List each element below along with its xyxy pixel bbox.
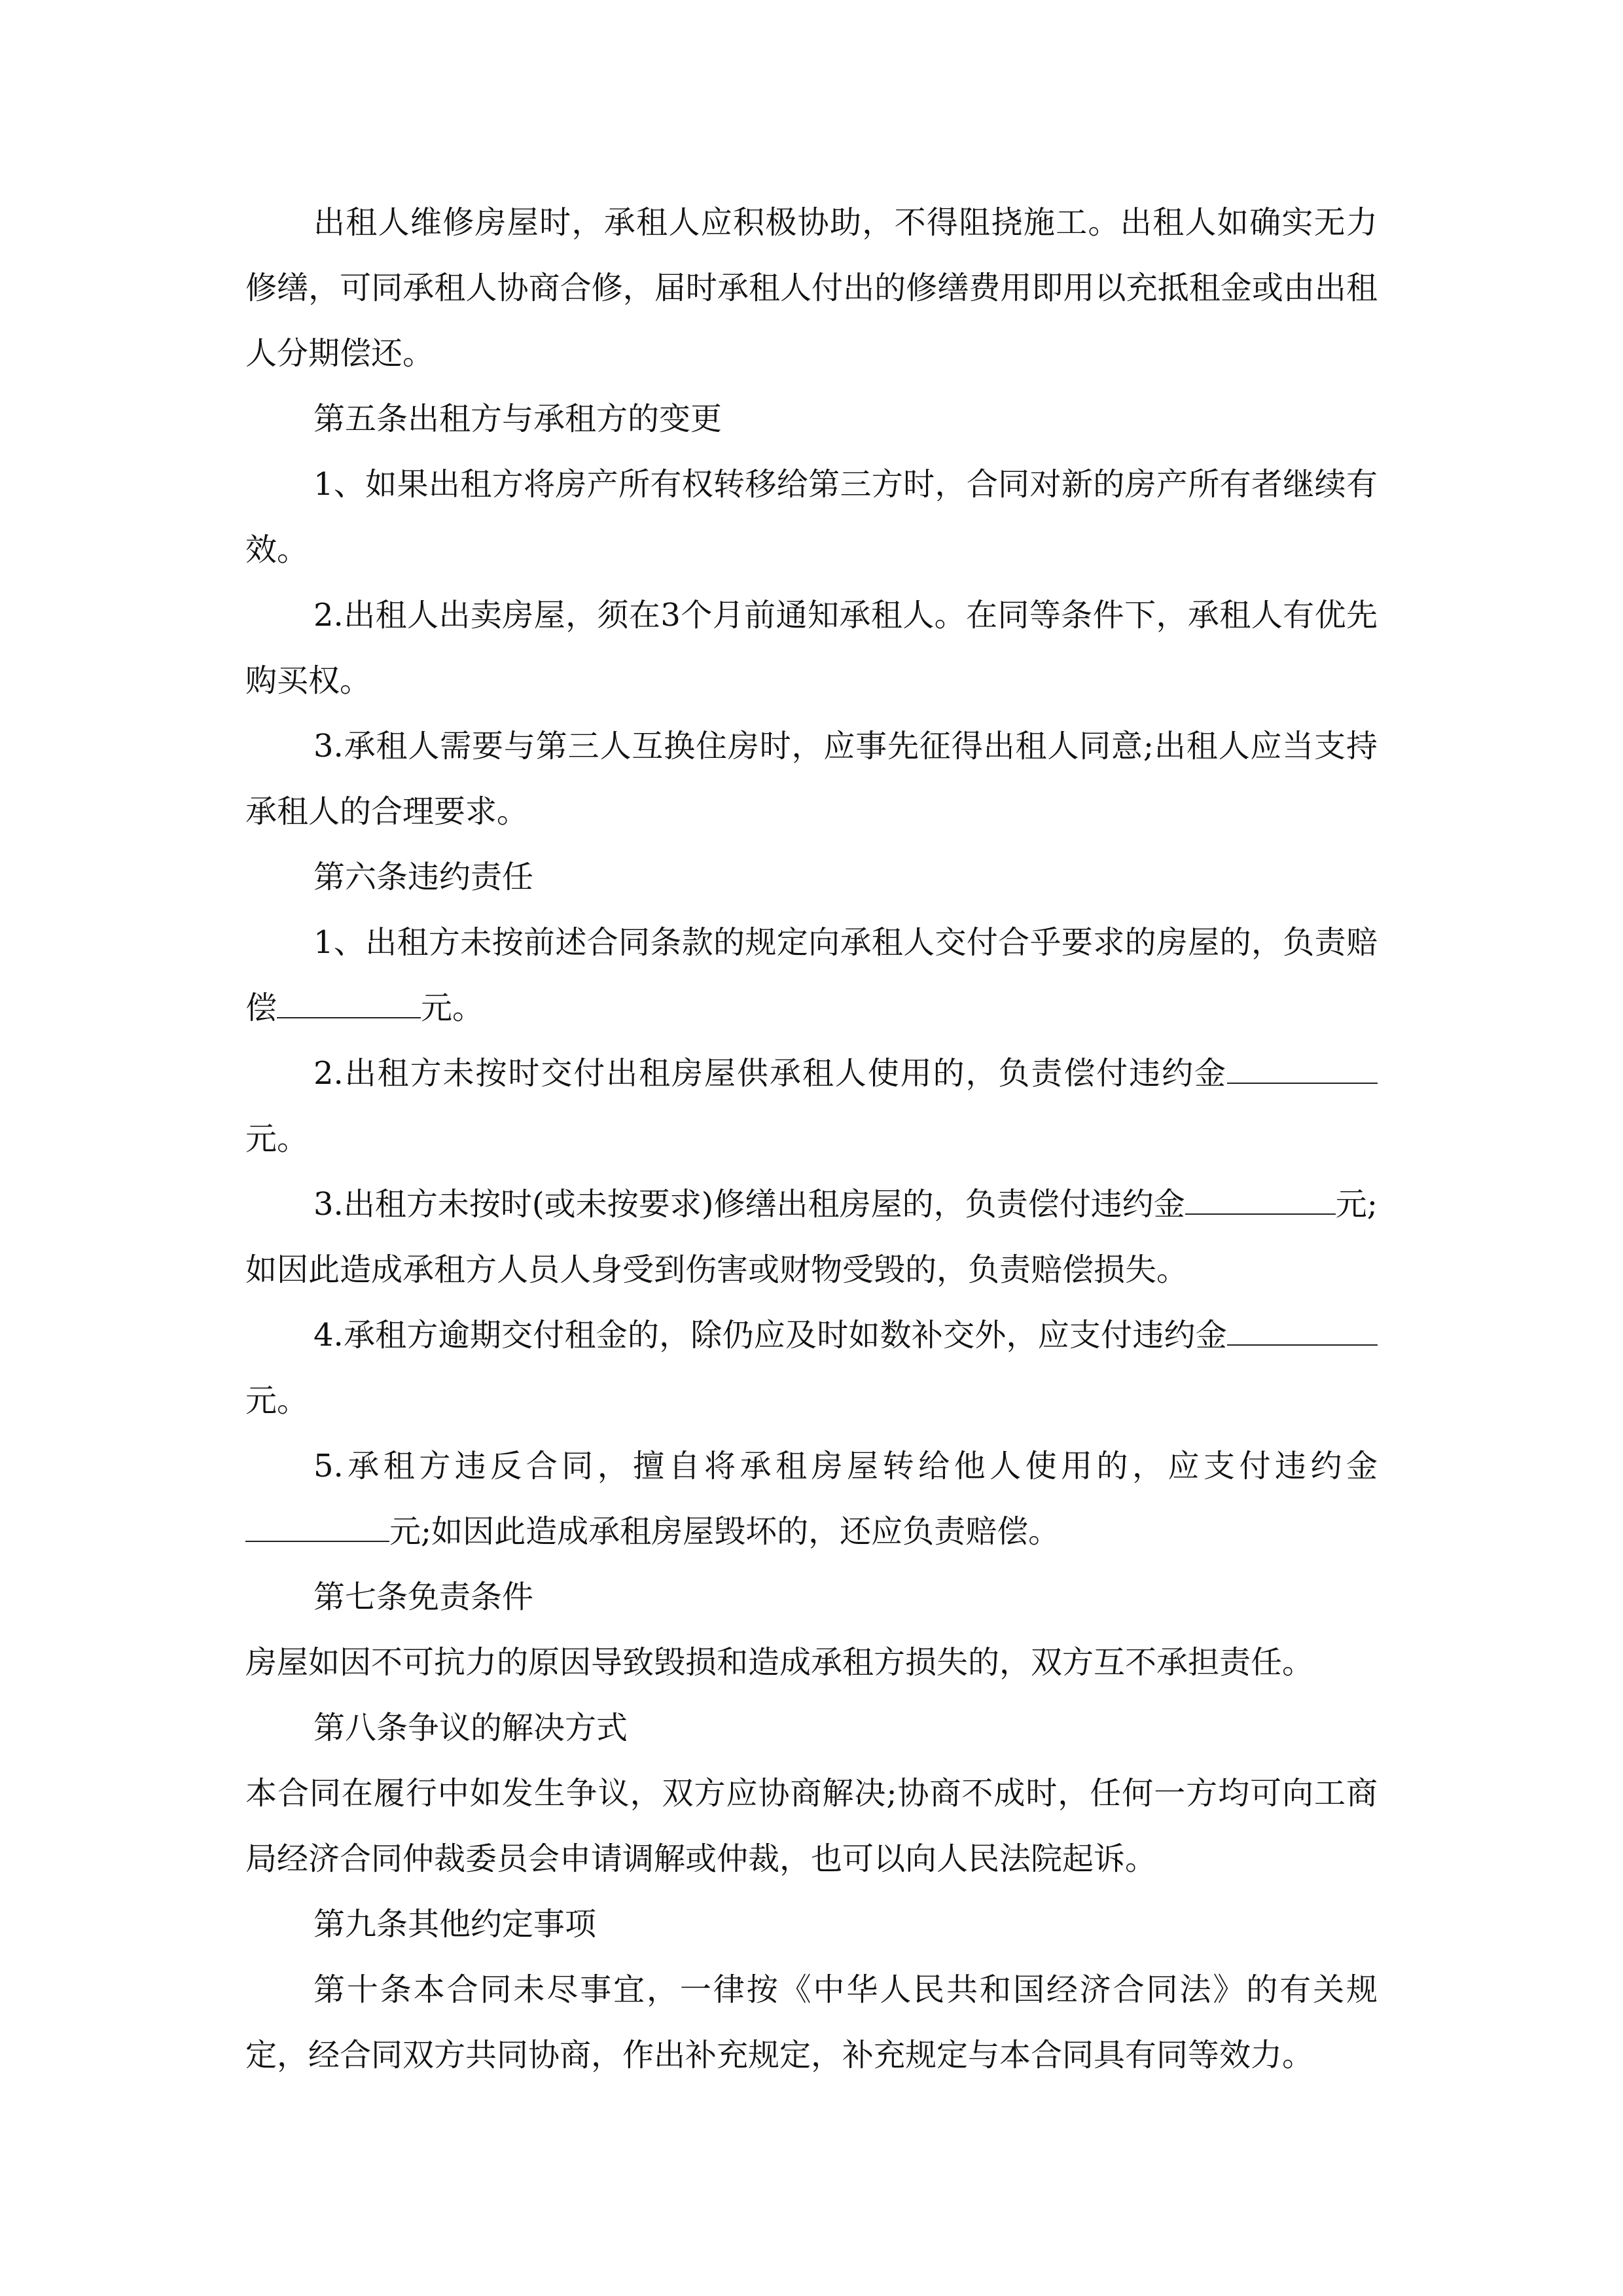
penalty-5-unit: 元;如因此造成承租房屋毁坏的，还应负责赔偿。 [389, 1513, 1060, 1550]
penalty-4-text: 4.承租方逾期交付租金的，除仍应及时如数补交外，应支付违约金 [313, 1317, 1227, 1354]
amount-blank-2 [1227, 1056, 1378, 1084]
penalty-1-text: 1、出租方未按前述合同条款的规定向承租人交付合乎要求的房屋的，负责赔偿 [245, 924, 1378, 1026]
paragraph-repair-cooperation: 出租人维修房屋时，承租人应积极协助，不得阻挠施工。出租人如确实无力修缮，可同承租人协商合修，届时承租人付出的修缮费用即用以充抵租金或由出租人分期偿还。 [245, 204, 1378, 372]
penalty-3-text: 3.出租方未按时(或未按要求)修缮出租房屋的，负责偿付违约金 [313, 1186, 1185, 1223]
paragraph-force-majeure: 房屋如因不可抗力的原因导致毁损和造成承租方损失的，双方互不承担责任。 [245, 1644, 1314, 1681]
penalty-clause-1 [245, 910, 1378, 1041]
penalty-clause-3 [245, 1172, 1378, 1302]
article-8-heading: 第八条争议的解决方式 [313, 1710, 628, 1746]
article-7-heading: 第七条免责条件 [313, 1579, 534, 1615]
amount-blank-3 [1185, 1187, 1336, 1215]
penalty-1-unit: 元。 [421, 990, 484, 1026]
penalty-5-text: 5.承租方违反合同，擅自将承租房屋转给他人使用的，应支付违约金 [313, 1448, 1378, 1484]
article-9-heading: 第九条其他约定事项 [313, 1906, 597, 1943]
penalty-clause-5 [245, 1433, 1378, 1564]
penalty-2-unit: 元。 [245, 1121, 309, 1157]
paragraph-ownership-transfer: 1、如果出租方将房产所有权转移给第三方时，合同对新的房产所有者继续有效。 [245, 466, 1378, 568]
penalty-4-unit: 元。 [245, 1382, 309, 1419]
article-6-heading: 第六条违约责任 [313, 859, 534, 895]
amount-blank-1 [277, 991, 421, 1018]
article-10-paragraph: 第十条本合同未尽事宜，一律按《中华人民共和国经济合同法》的有关规定，经合同双方共同协商，作出补充规定，补充规定与本合同具有同等效力。 [245, 1971, 1378, 2073]
paragraph-dispute-resolution: 本合同在履行中如发生争议，双方应协商解决;协商不成时，任何一方均可向工商局经济合同仲裁委员会申请调解或仲裁，也可以向人民法院起诉。 [245, 1775, 1378, 1877]
amount-blank-5 [245, 1515, 389, 1542]
penalty-clause-2 [245, 1041, 1378, 1172]
article-5-heading: 第五条出租方与承租方的变更 [313, 401, 722, 437]
amount-blank-4 [1227, 1318, 1378, 1346]
paragraph-sale-notice: 2.出租人出卖房屋，须在3个月前通知承租人。在同等条件下，承租人有优先购买权。 [245, 597, 1378, 699]
penalty-clause-4 [245, 1302, 1378, 1433]
paragraph-housing-exchange: 3.承租人需要与第三人互换住房时，应事先征得出租人同意;出租人应当支持承租人的合理要求。 [245, 728, 1378, 830]
penalty-3-unit: 元;如因此造成承租方人员人身受到伤害或财物受毁的，负责赔偿损失。 [245, 1186, 1378, 1288]
penalty-2-text: 2.出租方未按时交付出租房屋供承租人使用的，负责偿付违约金 [313, 1055, 1227, 1092]
